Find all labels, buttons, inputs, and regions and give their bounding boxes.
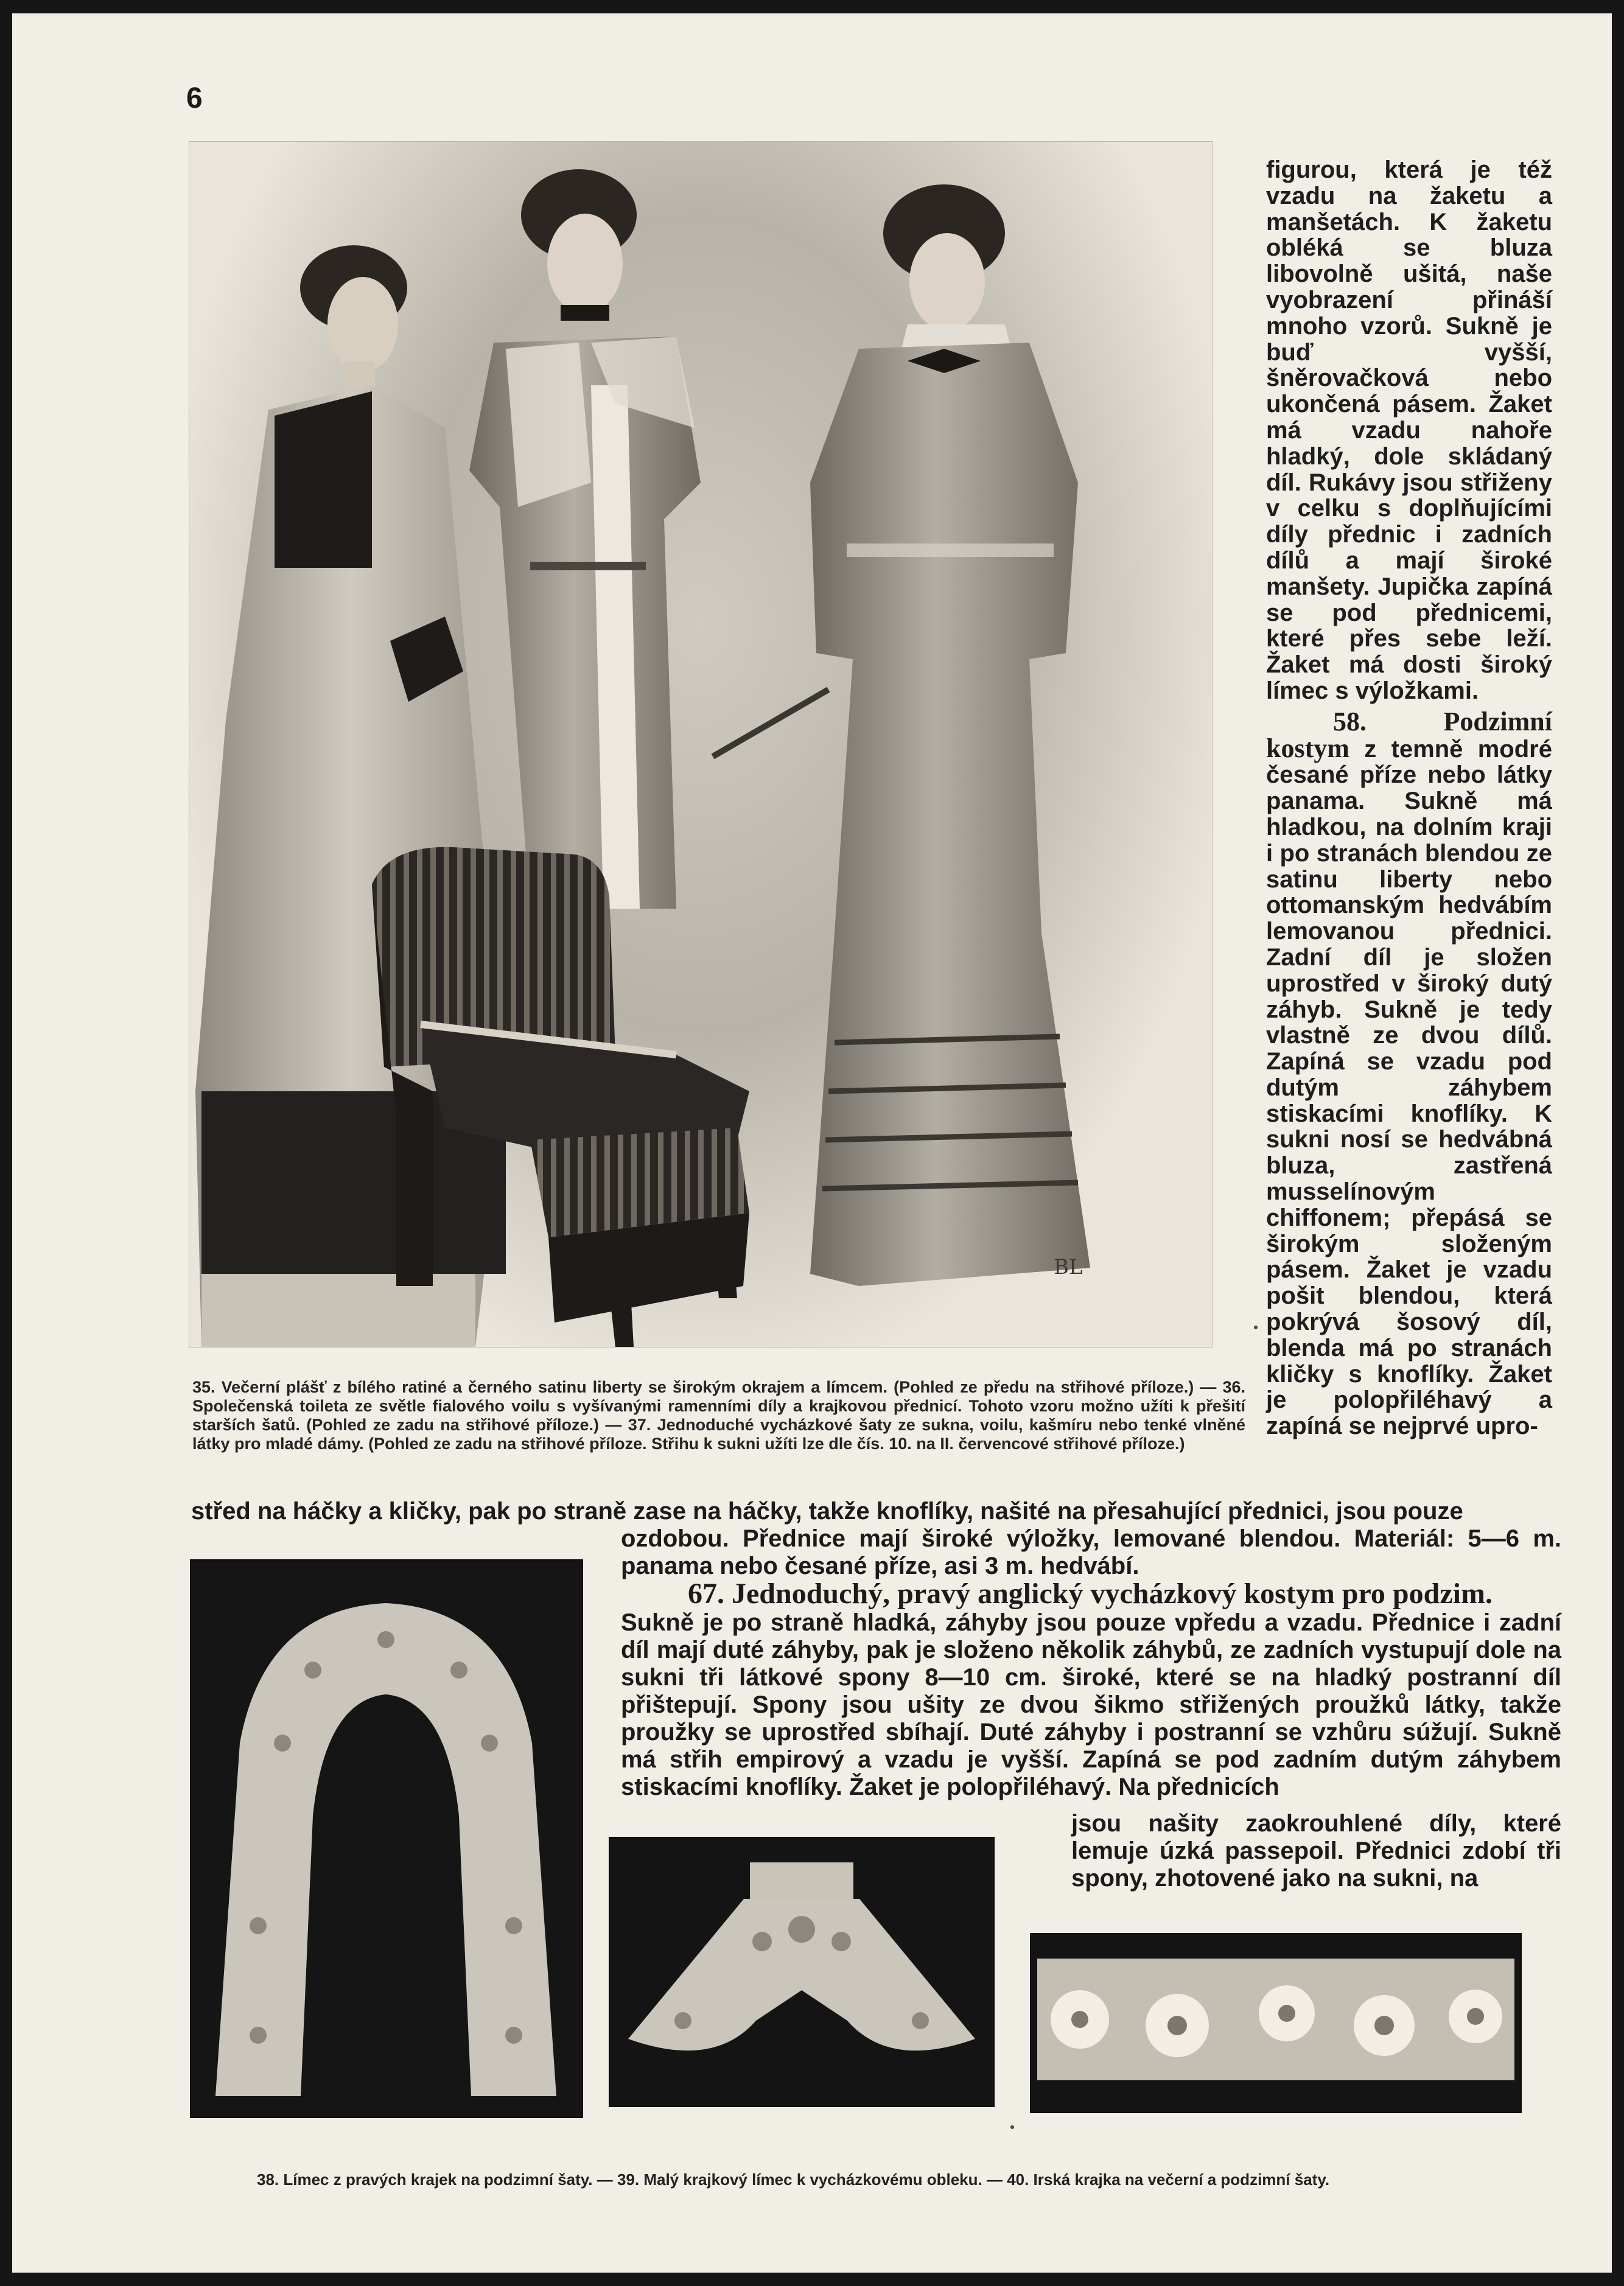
paragraph-67 xyxy=(621,1580,1561,1609)
print-mark xyxy=(1010,2125,1014,2129)
paragraph-58 xyxy=(1266,706,1552,1440)
lower-text-narrow: jsou našity zaokrouhlené díly, které lemuje úzká passepoil. Přednici zdobí tři spony, zhotovené jako na sukni, na xyxy=(1071,1810,1561,1892)
woman-middle-evening-dress xyxy=(469,169,701,909)
lower-text-block xyxy=(621,1525,1561,1801)
page-number: 6 xyxy=(186,82,203,114)
irish-lace-drawing xyxy=(1031,1934,1521,2112)
irish-lace-photo-40 xyxy=(1030,1933,1522,2113)
small-lace-collar-drawing xyxy=(610,1838,993,2106)
lace-collar-drawing xyxy=(191,1561,582,2117)
print-mark xyxy=(1254,1326,1258,1329)
armchair xyxy=(372,847,749,1347)
paragraph-58-body: z temně modré česané příze nebo látky panama. Sukně má hladkou, na dolním kraji i po stranách blendou ze satinu liberty nebo ottomanským hedvábím lemovanou přednici. Zadní díl je složen uprostřed v široký dutý záhyb. Sukně je tedy vlastně ze dvou dílů. Zapíná se vzadu pod dutým záhybem stiskacími knoflíky. K sukni nosí se hedvábná bluza, zastřená musselínovým chiffonem; přepásá se širokým složeným pásem. Žaket je vzadu pošit blendou, která pokrývá šosový díl, blenda má po stranách kličky s knoflíky. Žaket je polopřiléhavý a zapíná se nejprvé upro- xyxy=(1266,735,1552,1440)
woman-right-walking-dress xyxy=(713,184,1090,1286)
fullwidth-continuation-line: střed na háčky a kličky, pak po straně zase na háčky, takže knoflíky, našité na přesahující přednici, jsou pouze xyxy=(191,1498,1463,1525)
right-column-intro: figurou, která je též vzadu na žaketu a manšetách. K žaketu obléká se bluza libovolně ušitá, naše vyobrazení přináší mnoho vzorů. Sukně je buď vyšší, šněrovačková nebo ukončená pásem. Žaket má vzadu nahoře hladký, dole skládaný díl. Rukávy jsou střiženy v celku s doplňujícími díly přednic i zadních dílů a mají široké manšety. Jupička zapíná se pod přednicemi, které přes sebe leží. Žaket má dosti široký límec s výložkami. xyxy=(1266,156,1552,704)
paragraph-67-body: Sukně je po straně hladká, záhyby jsou pouze vpředu a vzadu. Přednice i zadní díl mají duté záhyby, pak je složeno několik záhybů, ze zadních vystupují dole na sukni tři látkové spony 8—10 cm. široké, které se na hladký postranní díl přištepují. Spony jsou ušity ze dvou šikmo střižených proužků látky, takže proužky se uprostřed sbíhají. Duté záhyby i postranní se vzhůru súžují. Sukně má střih empirový a vzadu je vyšší. Zapíná se pod zadním dutým záhybem stiskacími knoflíky. Žaket je polopřiléhavý. Na přednicích xyxy=(621,1609,1561,1800)
magazine-page xyxy=(12,13,1612,2273)
artist-initials: BL xyxy=(1054,1255,1083,1279)
right-text-column xyxy=(1266,157,1552,1439)
heading-58: 58. Podzimní kostym xyxy=(1266,706,1552,763)
woman-left-evening-coat xyxy=(195,245,506,1347)
heading-67: 67. Jednoduchý, pravý anglický vycházkový kostym pro podzim. xyxy=(688,1578,1493,1610)
lower-text-continuation: ozdobou. Přednice mají široké výložky, lemované blendou. Materiál: 5—6 m. panama nebo česané příze, asi 3 m. hedvábí. xyxy=(621,1525,1561,1579)
fashion-plate-drawing xyxy=(189,142,1212,1347)
fashion-plate-illustration xyxy=(189,141,1213,1347)
caption-figures-38-40: 38. Límec z pravých krajek na podzimní šaty. — 39. Malý krajkový límec k vycházkovému obleku. — 40. Irská krajka na večerní a podzimní šaty. xyxy=(257,2170,1330,2189)
caption-figures-35-37: 35. Večerní plášť z bílého ratiné a černého satinu liberty se širokým okrajem a límcem. (Pohled ze předu na střihové příloze.) — 36. Společenská toileta ze světle fialového voilu s vyšívanými ramenními díly a krajkovou přednicí. Tohoto vzoru možno užíti k přešití starších šatů. (Pohled ze zadu na střihové příloze.) — 37. Jednoduché vycházkové šaty ze sukna, voilu, kašmíru nebo tenké vlněné látky pro mladé dámy. (Pohled ze zadu na střihové příloze. Střihu k sukni užíti lze dle čís. 10. na II. červencové střihové příloze.) xyxy=(192,1378,1245,1453)
lace-collar-photo-38 xyxy=(190,1559,583,2118)
small-lace-collar-photo-39 xyxy=(609,1837,995,2107)
